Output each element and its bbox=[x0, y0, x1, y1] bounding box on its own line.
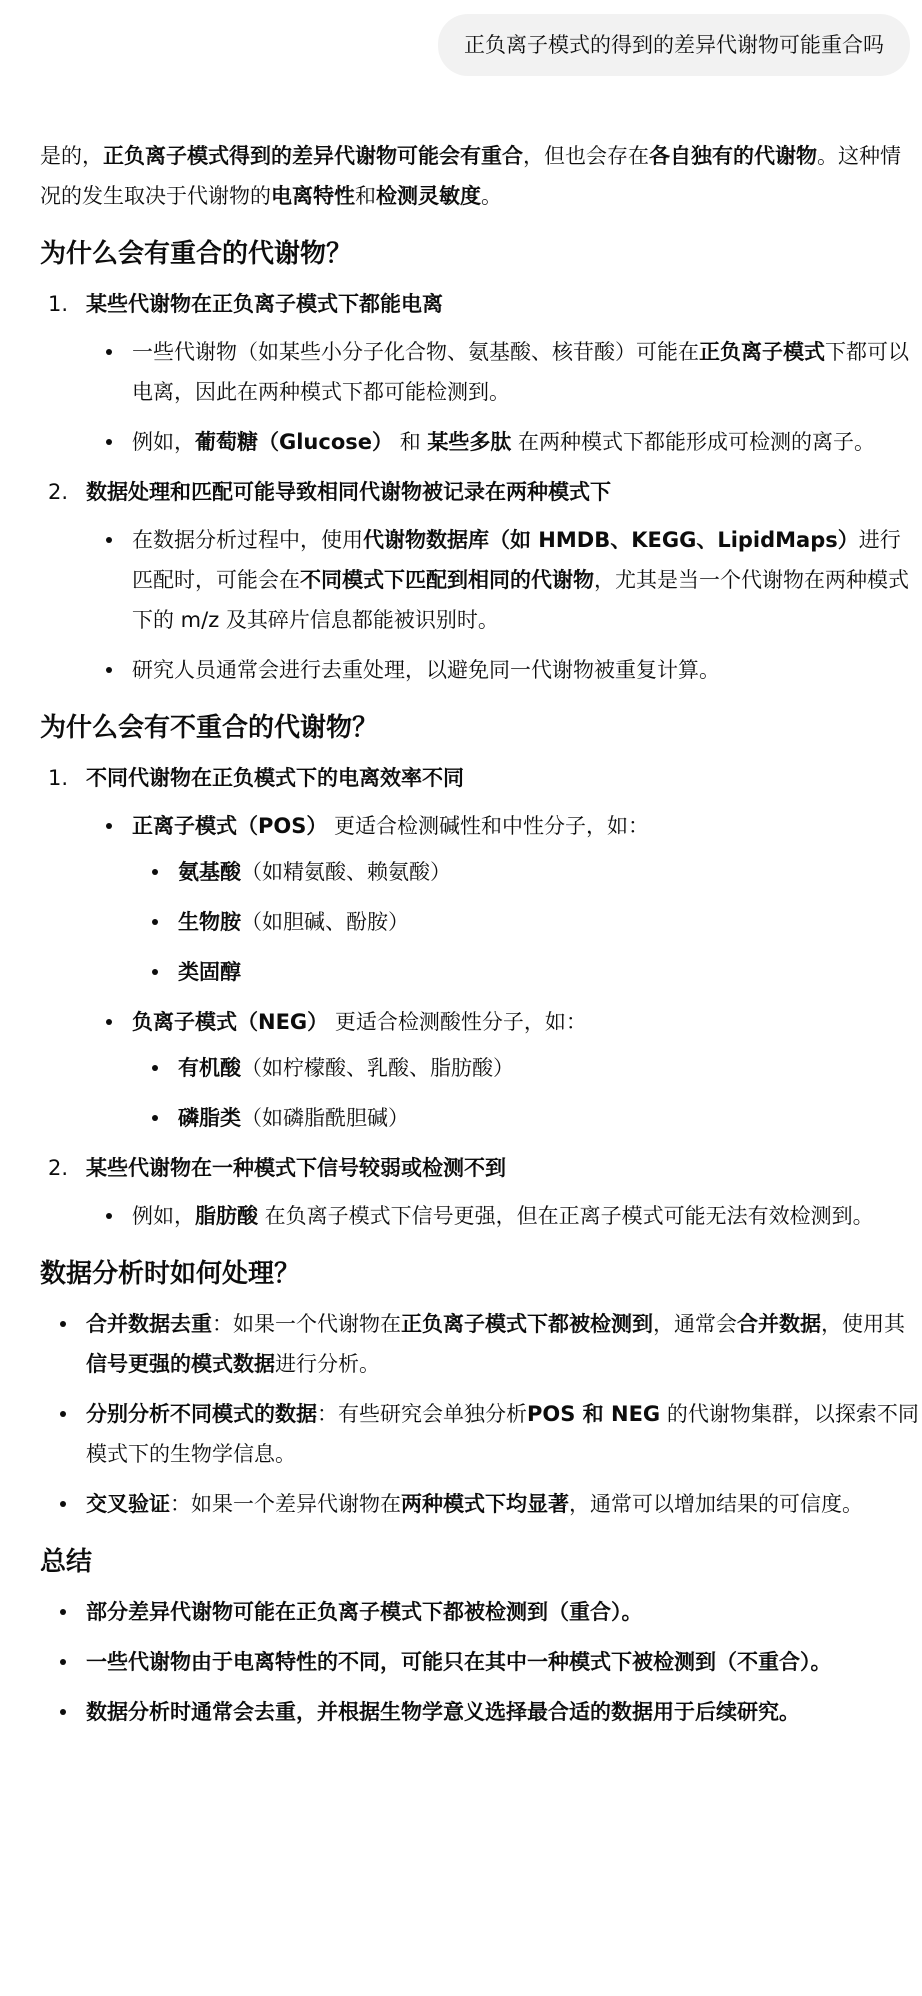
processing-list bbox=[40, 1304, 920, 1524]
text: ：有些研究会单独分析 bbox=[317, 1402, 527, 1426]
summary-list bbox=[40, 1592, 920, 1732]
list-number: 1. bbox=[48, 766, 69, 790]
bold-text: 磷脂类 bbox=[178, 1106, 241, 1130]
bold-text: 两种模式下均显著 bbox=[401, 1492, 569, 1516]
list-item: 一些代谢物由于电离特性的不同，可能只在其中一种模式下被检测到（不重合）。 bbox=[40, 1642, 920, 1682]
sub-list bbox=[86, 520, 920, 690]
text: 和 bbox=[393, 430, 428, 454]
intro-bold: 正负离子模式得到的差异代谢物可能会有重合 bbox=[103, 144, 523, 168]
text: （如胆碱、酚胺） bbox=[241, 910, 409, 934]
bold-text: 某些多肽 bbox=[427, 430, 512, 454]
text: ，尤其是当一个代谢物在两种模式下的 m/z 及其碎片信息都能被识别时。 bbox=[132, 568, 909, 632]
text: ，通常可以增加结果的可信度。 bbox=[569, 1492, 863, 1516]
list-item bbox=[86, 422, 920, 462]
bold-text: 有机酸 bbox=[178, 1056, 241, 1080]
intro-text: ，但也会存在 bbox=[523, 144, 649, 168]
bold-text: 信号更强的模式数据 bbox=[86, 1352, 275, 1376]
text: 在两种模式下都能形成可检测的离子。 bbox=[511, 430, 876, 454]
intro-text: 。 bbox=[481, 184, 502, 208]
text: 更适合检测酸性分子，如： bbox=[328, 1010, 587, 1034]
non-overlap-reasons-list bbox=[40, 758, 920, 1236]
text: 在数据分析过程中，使用 bbox=[132, 528, 363, 552]
text: 在负离子模式下信号更强，但在正离子模式可能无法有效检测到。 bbox=[258, 1204, 874, 1228]
list-item bbox=[86, 650, 920, 690]
user-message-bubble bbox=[438, 14, 910, 76]
section-heading-summary: 总结 bbox=[40, 1547, 93, 1577]
list-item bbox=[86, 332, 920, 412]
text: （如磷脂酰胆碱） bbox=[241, 1106, 409, 1130]
nested-list bbox=[132, 1048, 920, 1138]
list-item bbox=[86, 1002, 920, 1138]
bold-text: 正离子模式（POS） bbox=[132, 814, 328, 838]
text: 进行匹配时，可能会在 bbox=[132, 528, 901, 592]
sub-list bbox=[86, 1196, 920, 1236]
bold-text: 代谢物数据库（如 HMDB、KEGG、LipidMaps） bbox=[363, 528, 859, 552]
list-item-title: 某些代谢物在一种模式下信号较弱或检测不到 bbox=[86, 1156, 506, 1180]
list-number: 1. bbox=[48, 292, 69, 316]
intro-text: 和 bbox=[355, 184, 376, 208]
bold-text: 脂肪酸 bbox=[195, 1204, 258, 1228]
text: ：如果一个差异代谢物在 bbox=[170, 1492, 401, 1516]
bold-text: 氨基酸 bbox=[178, 860, 241, 884]
intro-paragraph bbox=[40, 136, 920, 216]
list-item bbox=[132, 852, 920, 892]
list-number: 2. bbox=[48, 1156, 69, 1180]
section-heading-non-overlap: 为什么会有不重合的代谢物？ bbox=[40, 713, 379, 743]
text: ：如果一个代谢物在 bbox=[212, 1312, 401, 1336]
list-item bbox=[40, 1148, 920, 1236]
bold-text: 合并数据去重 bbox=[86, 1312, 212, 1336]
bold-text: 分别分析不同模式的数据 bbox=[86, 1402, 317, 1426]
section-heading-processing: 数据分析时如何处理？ bbox=[40, 1259, 301, 1289]
list-item bbox=[40, 284, 920, 462]
list-item bbox=[132, 1048, 920, 1088]
bold-text: 正负离子模式下都被检测到 bbox=[401, 1312, 653, 1336]
intro-bold: 检测灵敏度 bbox=[376, 184, 481, 208]
list-item bbox=[40, 472, 920, 690]
list-item: 数据分析时通常会去重，并根据生物学意义选择最合适的数据用于后续研究。 bbox=[40, 1692, 920, 1732]
text: 例如， bbox=[132, 430, 195, 454]
bold-text: 负离子模式（NEG） bbox=[132, 1010, 329, 1034]
intro-text: 。这种情况的发生取决于代谢物的 bbox=[40, 144, 901, 208]
text: 更适合检测碱性和中性分子，如： bbox=[327, 814, 650, 838]
list-item bbox=[86, 1196, 920, 1236]
sub-list bbox=[86, 332, 920, 462]
list-item-title: 数据处理和匹配可能导致相同代谢物被记录在两种模式下 bbox=[86, 480, 611, 504]
list-item-title: 某些代谢物在正负离子模式下都能电离 bbox=[86, 292, 443, 316]
list-item bbox=[86, 520, 920, 640]
list-item: 部分差异代谢物可能在正负离子模式下都被检测到（重合）。 bbox=[40, 1592, 920, 1632]
bold-text: 正负离子模式 bbox=[699, 340, 825, 364]
intro-bold: 各自独有的代谢物 bbox=[649, 144, 817, 168]
section-heading-overlap: 为什么会有重合的代谢物？ bbox=[40, 239, 353, 269]
list-number: 2. bbox=[48, 480, 69, 504]
list-item bbox=[40, 1484, 920, 1524]
text: （如精氨酸、赖氨酸） bbox=[241, 860, 451, 884]
nested-list bbox=[132, 852, 920, 992]
assistant-answer bbox=[40, 136, 920, 1742]
bold-text: 类固醇 bbox=[178, 960, 241, 984]
bold-text: 生物胺 bbox=[178, 910, 241, 934]
list-item bbox=[132, 1098, 920, 1138]
bold-text: 交叉验证 bbox=[86, 1492, 170, 1516]
intro-text: 是的， bbox=[40, 144, 103, 168]
text: 例如， bbox=[132, 1204, 195, 1228]
list-item bbox=[132, 902, 920, 942]
bold-text: 合并数据 bbox=[737, 1312, 821, 1336]
overlap-reasons-list bbox=[40, 284, 920, 690]
text: 进行分析。 bbox=[275, 1352, 380, 1376]
text: 研究人员通常会进行去重处理，以避免同一代谢物被重复计算。 bbox=[132, 658, 720, 682]
list-item bbox=[40, 758, 920, 1138]
list-item bbox=[132, 952, 920, 992]
list-item bbox=[40, 1394, 920, 1474]
list-item-title: 不同代谢物在正负模式下的电离效率不同 bbox=[86, 766, 464, 790]
text: 的代谢物集群，以探索不同模式下的生物学信息。 bbox=[86, 1402, 919, 1466]
bold-text: 葡萄糖（Glucose） bbox=[195, 430, 394, 454]
bold-text: 不同模式下匹配到相同的代谢物 bbox=[300, 568, 594, 592]
intro-bold: 电离特性 bbox=[271, 184, 355, 208]
text: ，使用其 bbox=[821, 1312, 905, 1336]
user-message-text: 正负离子模式的得到的差异代谢物可能重合吗 bbox=[464, 33, 884, 57]
bold-text: POS 和 NEG bbox=[527, 1402, 661, 1426]
text: ，通常会 bbox=[653, 1312, 737, 1336]
sub-list bbox=[86, 806, 920, 1138]
text: 一些代谢物（如某些小分子化合物、氨基酸、核苷酸）可能在 bbox=[132, 340, 699, 364]
text: 下都可以电离，因此在两种模式下都可能检测到。 bbox=[132, 340, 909, 404]
text: （如柠檬酸、乳酸、脂肪酸） bbox=[241, 1056, 514, 1080]
list-item bbox=[40, 1304, 920, 1384]
list-item bbox=[86, 806, 920, 992]
